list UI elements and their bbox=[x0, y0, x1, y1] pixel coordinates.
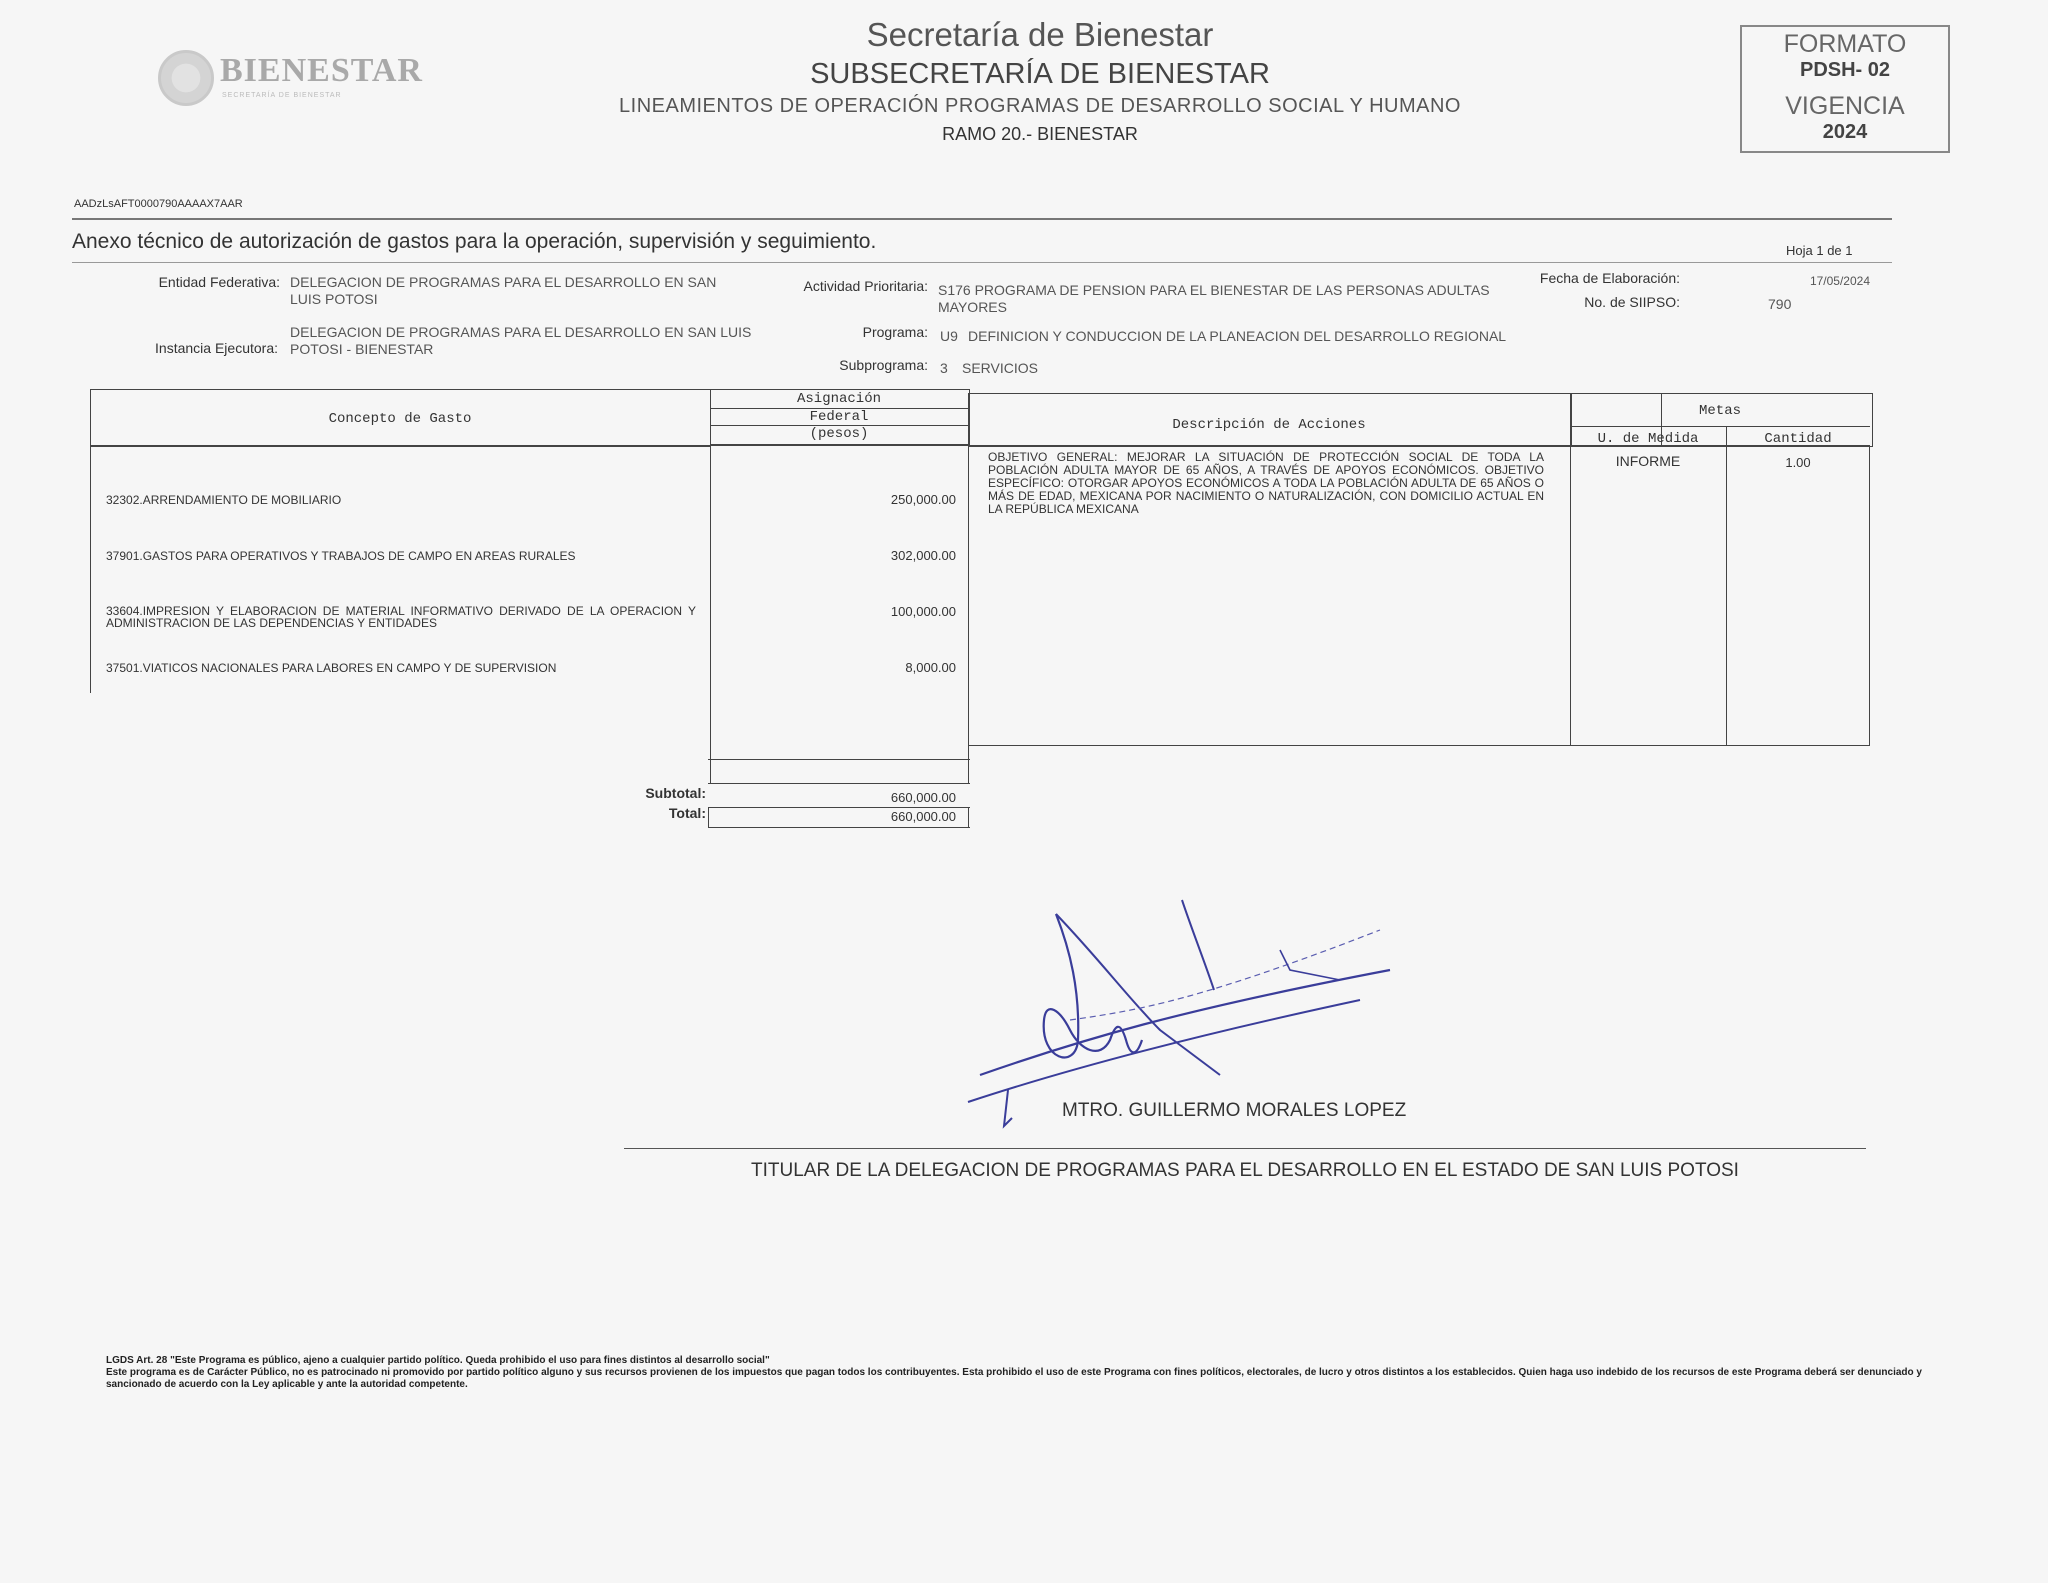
table-row-concepto: 32302.ARRENDAMIENTO DE MOBILIARIO bbox=[106, 493, 342, 507]
logo-subtext: SECRETARÍA DE BIENESTAR bbox=[222, 92, 342, 99]
entidad-label: Entidad Federativa: bbox=[158, 274, 280, 290]
formato-value: PDSH- 02 bbox=[1799, 59, 1891, 81]
doc-title: Anexo técnico de autorización de gastos para la operación, supervisión y seguimiento. bbox=[72, 230, 877, 253]
signature-line bbox=[624, 1148, 1866, 1149]
doc-code: AADzLsAFT0000790AAAAX7AAR bbox=[74, 198, 243, 210]
asignacion-header: Asignación bbox=[796, 391, 881, 407]
subtotal-value: 660,000.00 bbox=[890, 790, 956, 805]
header-ramo: RAMO 20.- BIENESTAR bbox=[942, 124, 1138, 144]
table-row-monto: 100,000.00 bbox=[890, 604, 956, 619]
instancia-label: Instancia Ejecutora: bbox=[155, 340, 278, 356]
unidad-header: U. de Medida bbox=[1597, 431, 1699, 447]
actividad-label: Actividad Prioritaria: bbox=[803, 278, 928, 294]
siipso-value: 790 bbox=[1768, 296, 1792, 312]
footer-disclaimer: Este programa es de Carácter Público, no es patrocinado ni promovido por partido político alguno y sus recursos provienen de los impuestos que pagan todos los contribuyentes. Esta prohibido el uso de este Programa con fines políticos, electorales, de lucro y otros distintos a los establecidos. Quien haga uso indebido de los recursos de este Programa deberá ser denunciado y sancionado de acuerdo con la Ley aplicable y ante la autoridad competente. bbox=[106, 1367, 1922, 1390]
table-row-concepto: 37901.GASTOS PARA OPERATIVOS Y TRABAJOS DE CAMPO EN AREAS RURALES bbox=[106, 549, 576, 563]
signatory-name: MTRO. GUILLERMO MORALES LOPEZ bbox=[1062, 1100, 1407, 1121]
format-box bbox=[1740, 25, 1950, 153]
expense-table bbox=[90, 389, 1870, 824]
actividad-value: S176 PROGRAMA DE PENSION PARA EL BIENESTAR DE LAS PERSONAS ADULTAS MAYORES bbox=[938, 282, 1490, 315]
programa-label: Programa: bbox=[862, 324, 928, 340]
instancia-value: DELEGACION DE PROGRAMAS PARA EL DESARROLLO EN SAN LUIS POTOSI - BIENESTAR bbox=[290, 324, 752, 357]
unidad-value: INFORME bbox=[1615, 453, 1681, 469]
pesos-header: (pesos) bbox=[809, 426, 869, 442]
divider bbox=[72, 218, 1892, 220]
total-value: 660,000.00 bbox=[890, 809, 956, 824]
descripcion-acciones: OBJETIVO GENERAL: MEJORAR LA SITUACIÓN DE PROTECCIÓN SOCIAL DE TODA LA POBLACIÓN ADULTA MAYOR DE 65 AÑOS, A TRAVÉS DE APOYOS ECONÓMICOS. OBJETIVO ESPECÍFICO: OTORGAR APOYOS ECONÓMICOS A TODA LA POBLACIÓN ADULTA DE 65 AÑOS O MÁS DE EDAD, MEXICANA POR NACIMIENTO O NATURALIZACIÓN, CON DOMICILIO ACTUAL EN LA REPÚBLICA MEXICANA bbox=[988, 450, 1544, 516]
cantidad-value: 1.00 bbox=[1785, 455, 1811, 470]
signatory-title: TITULAR DE LA DELEGACION DE PROGRAMAS PARA EL DESARROLLO EN EL ESTADO DE SAN LUIS POTOSI bbox=[751, 1160, 1739, 1181]
fecha-value: 17/05/2024 bbox=[1809, 274, 1870, 288]
divider bbox=[72, 262, 1892, 263]
federal-header: Federal bbox=[809, 409, 869, 425]
siipso-label: No. de SIIPSO: bbox=[1584, 294, 1680, 310]
footer-lgds: LGDS Art. 28 "Este Programa es público, ajeno a cualquier partido político. Queda prohibido el uso para fines distintos al desarrollo social" bbox=[106, 1355, 770, 1366]
header-subsecretaria: SUBSECRETARÍA DE BIENESTAR bbox=[810, 58, 1270, 90]
vigencia-value: 2024 bbox=[1822, 121, 1868, 143]
bienestar-logo bbox=[158, 50, 438, 104]
subprograma-code: 3 bbox=[940, 360, 948, 376]
table-row-concepto: 33604.IMPRESION Y ELABORACION DE MATERIAL INFORMATIVO DERIVADO DE LA OPERACION Y ADMINISTRACION DE LAS DEPENDENCIAS Y ENTIDADES bbox=[106, 604, 696, 630]
subprograma-label: Subprograma: bbox=[839, 357, 928, 373]
subtotal-label: Subtotal: bbox=[645, 785, 706, 801]
programa-value: DEFINICION Y CONDUCCION DE LA PLANEACION DEL DESARROLLO REGIONAL bbox=[968, 328, 1507, 344]
total-label: Total: bbox=[668, 805, 706, 821]
descripcion-header: Descripción de Acciones bbox=[1172, 417, 1366, 433]
cantidad-header: Cantidad bbox=[1764, 431, 1832, 447]
fecha-label: Fecha de Elaboración: bbox=[1539, 270, 1680, 286]
concepto-header: Concepto de Gasto bbox=[328, 411, 472, 427]
programa-code: U9 bbox=[940, 328, 958, 344]
legal-footer bbox=[106, 1355, 1956, 1391]
header-secretaria: Secretaría de Bienestar bbox=[866, 16, 1214, 53]
formato-label: FORMATO bbox=[1783, 30, 1907, 58]
metas-header: Metas bbox=[1698, 403, 1741, 419]
subprograma-value: SERVICIOS bbox=[962, 360, 1038, 376]
table-row-monto: 8,000.00 bbox=[905, 660, 956, 675]
logo-text: BIENESTAR bbox=[220, 52, 423, 89]
eagle-seal-icon bbox=[158, 50, 214, 106]
page-count: Hoja 1 de 1 bbox=[1786, 243, 1853, 258]
table-row-concepto: 37501.VIATICOS NACIONALES PARA LABORES EN CAMPO Y DE SUPERVISION bbox=[106, 661, 557, 675]
table-row-monto: 302,000.00 bbox=[890, 548, 956, 563]
vigencia-label: VIGENCIA bbox=[1785, 92, 1905, 120]
entidad-value: DELEGACION DE PROGRAMAS PARA EL DESARROLLO EN SAN LUIS POTOSI bbox=[290, 274, 717, 307]
header-lineamientos: LINEAMIENTOS DE OPERACIÓN PROGRAMAS DE DESARROLLO SOCIAL Y HUMANO bbox=[619, 95, 1461, 117]
table-row-monto: 250,000.00 bbox=[890, 492, 956, 507]
